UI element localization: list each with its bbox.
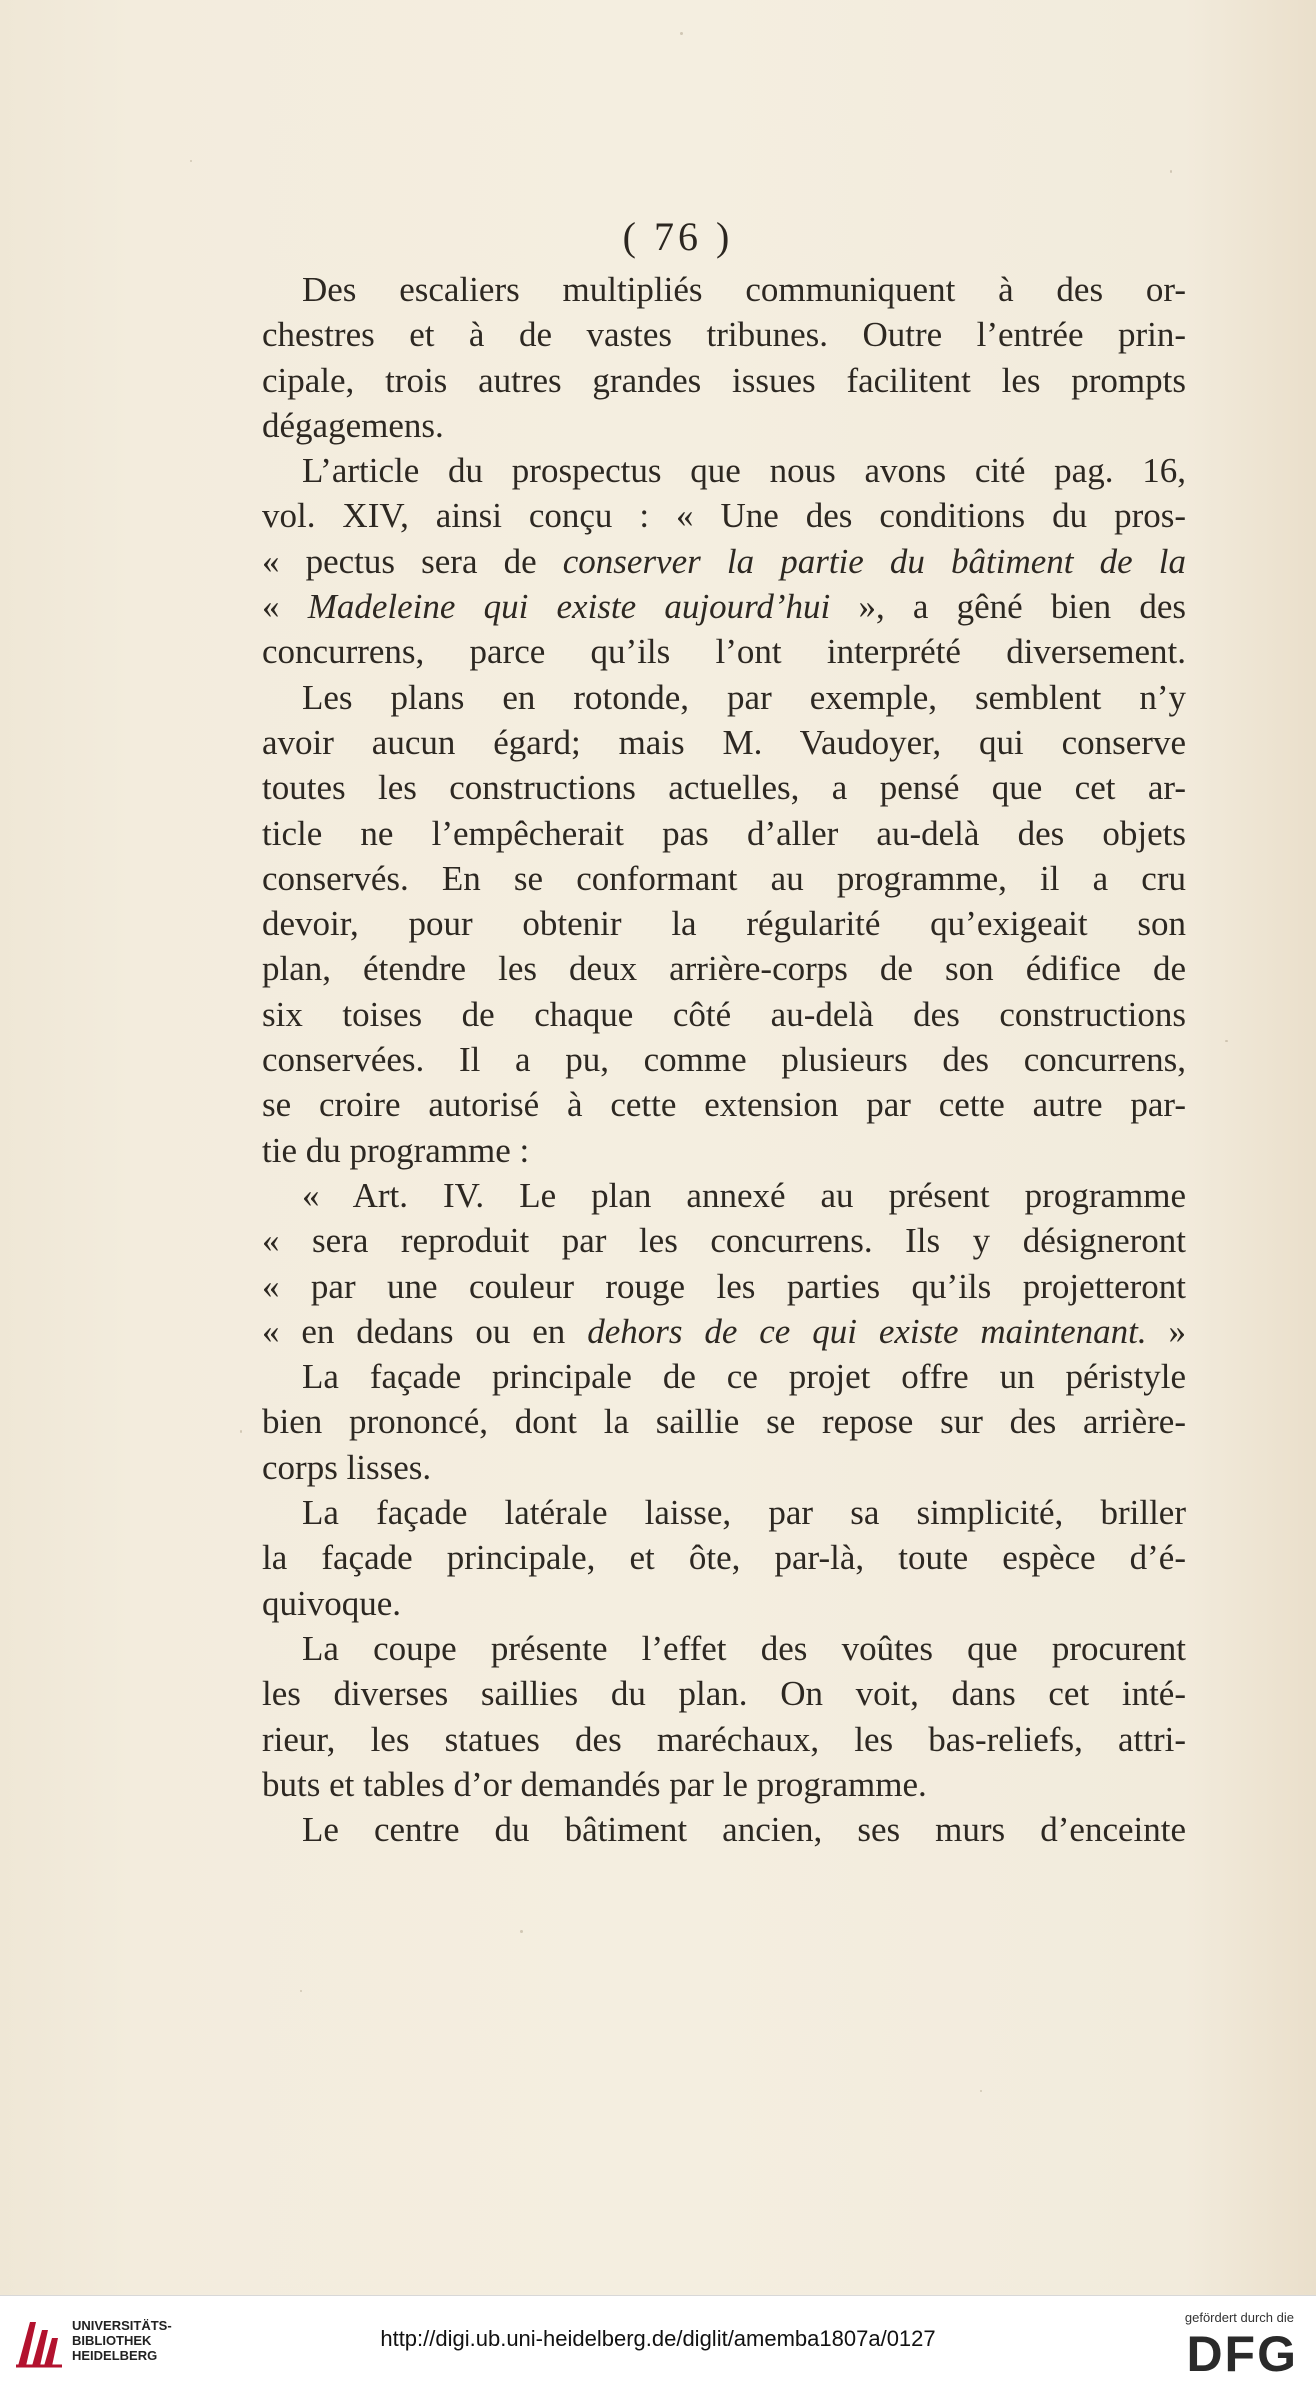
- text-line: six toises de chaque côté au-delà des constructions: [262, 994, 1186, 1034]
- text-line: cipale, trois autres grandes issues facilitent les prompts: [262, 360, 1186, 400]
- text-line: La façade latérale laisse, par sa simplicité, briller: [302, 1493, 1186, 1533]
- library-name-line: UNIVERSITÄTS-: [72, 2318, 172, 2333]
- text-line: avoir aucun égard; mais M. Vaudoyer, qui conserve: [262, 722, 1186, 762]
- text-line: ticle ne l’empêcherait pas d’aller au-delà des objets: [262, 813, 1186, 853]
- text-run: « pectus sera de: [262, 541, 563, 581]
- text-line: se croire autorisé à cette extension par cette autre par-: [262, 1085, 1186, 1125]
- text-line: toutes les constructions actuelles, a pensé que cet ar-: [262, 768, 1186, 808]
- text-line: [262, 1309, 1186, 1354]
- text-line: buts et tables d’or demandés par le programme.: [262, 1764, 927, 1804]
- text-line: conservés. En se conformant au programme, il a cru: [262, 858, 1186, 898]
- italic-text: dehors de ce qui existe maintenant.: [587, 1311, 1147, 1351]
- text-line: [262, 539, 1186, 584]
- page-number: ( 76 ): [622, 214, 734, 259]
- text-line: corps lisses.: [262, 1447, 432, 1487]
- text-line: chestres et à de vastes tribunes. Outre l’entrée prin-: [262, 315, 1186, 355]
- text-line: tie du programme :: [262, 1130, 530, 1170]
- text-line: rieur, les statues des maréchaux, les bas-reliefs, attri-: [262, 1719, 1186, 1759]
- text-line: devoir, pour obtenir la régularité qu’exigeait son: [262, 904, 1186, 944]
- text-line: bien prononcé, dont la saillie se repose sur des arrière-: [262, 1402, 1186, 1442]
- permalink-url[interactable]: http://digi.ub.uni-heidelberg.de/diglit/amemba1807a/0127: [380, 2326, 936, 2351]
- text-run: « en dedans ou en: [262, 1311, 588, 1351]
- text-run: «: [262, 587, 308, 627]
- text-line: conservées. Il a pu, comme plusieurs des concurrens,: [262, 1040, 1186, 1080]
- funded-by-label: gefördert durch die: [1184, 2310, 1294, 2325]
- text-line: [262, 584, 1186, 629]
- text-line: « par une couleur rouge les parties qu’ils projetteront: [262, 1266, 1186, 1306]
- text-line: Le centre du bâtiment ancien, ses murs d’enceinte: [302, 1810, 1186, 1850]
- text-line: « sera reproduit par les concurrens. Ils y désigneront: [262, 1221, 1186, 1261]
- text-line: les diverses saillies du plan. On voit, dans cet inté-: [262, 1674, 1186, 1714]
- text-line: La coupe présente l’effet des voûtes que procurent: [302, 1628, 1186, 1668]
- text-line: la façade principale, et ôte, par-là, toute espèce d’é-: [262, 1538, 1186, 1578]
- text-line: L’article du prospectus que nous avons cité pag. 16,: [302, 451, 1186, 491]
- italic-text: conserver la partie du bâtiment de la: [562, 541, 1186, 581]
- text-run: », a gêné bien des: [830, 587, 1186, 627]
- text-run: »: [1146, 1311, 1186, 1351]
- text-line: quivoque.: [262, 1583, 402, 1623]
- text-line: Des escaliers multipliés communiquent à des or-: [302, 270, 1186, 309]
- text-line: « Art. IV. Le plan annexé au présent programme: [302, 1175, 1186, 1215]
- text-line: Les plans en rotonde, par exemple, semblent n’y: [302, 677, 1186, 717]
- text-line: dégagemens.: [262, 405, 444, 445]
- text-line: plan, étendre les deux arrière-corps de son édifice de: [262, 949, 1186, 989]
- italic-text: Madeleine qui existe aujourd’hui: [307, 587, 831, 627]
- dfg-logo: DFG: [1186, 2326, 1298, 2382]
- text-line: concurrens, parce qu’ils l’ont interprété diversement.: [262, 632, 1186, 672]
- body-text: [262, 267, 1186, 1852]
- footer-bar: [0, 2295, 1316, 2388]
- library-name-line: HEIDELBERG: [72, 2348, 158, 2363]
- text-line: vol. XIV, ainsi conçu : « Une des conditions du pros-: [262, 496, 1186, 536]
- text-line: La façade principale de ce projet offre un péristyle: [302, 1357, 1186, 1397]
- library-name-line: BIBLIOTHEK: [72, 2333, 152, 2348]
